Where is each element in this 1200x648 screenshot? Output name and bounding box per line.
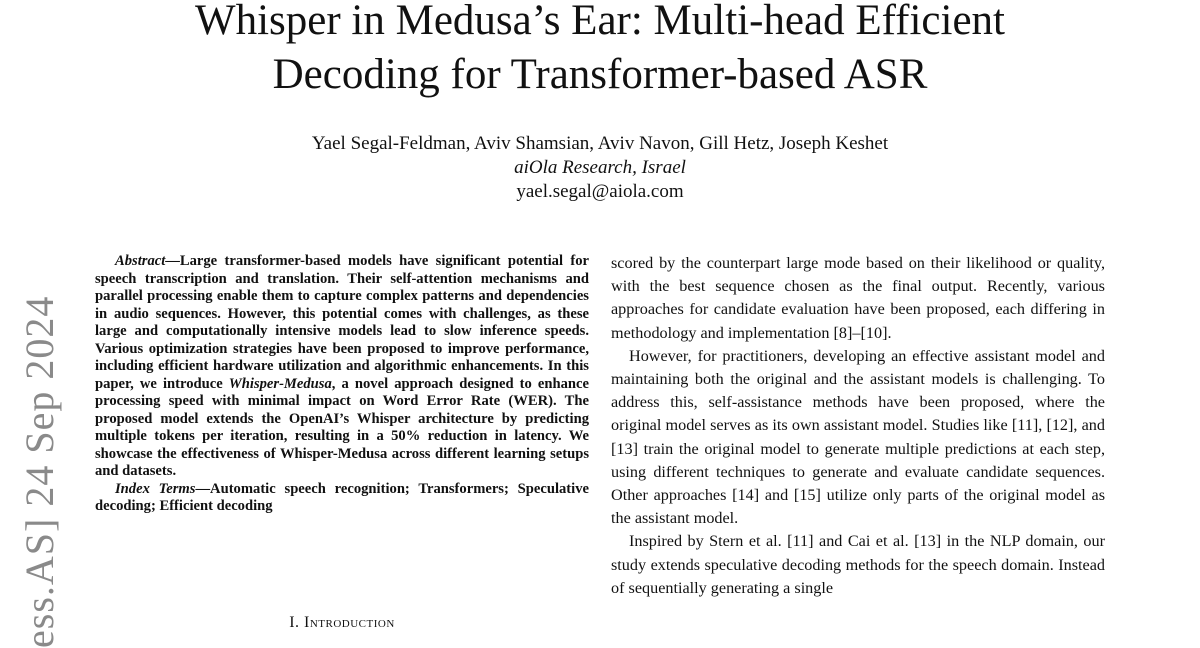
body-paragraph-3: Inspired by Stern et al. [11] and Cai et al. [13] in the NLP domain, our study extends speculative decoding methods for the speech domain. Instead of sequentially generating a single [611, 532, 1105, 597]
arxiv-side-stamp: ess.AS] 24 Sep 2024 [17, 295, 62, 648]
abstract-emphasis: Whisper-Medusa [228, 375, 332, 392]
right-column [611, 252, 1105, 600]
author-block [0, 132, 1200, 204]
abstract-lead: Abstract [115, 253, 166, 269]
index-terms [95, 481, 589, 516]
section-title: Introduction [304, 614, 395, 631]
abstract-text-part1: —Large transformer-based models have significant potential for speech transcription and translation. Their self-attention mechanisms and parallel processing enable them to capture complex patterns and dependencies in audio sequences. However, this potential comes with challenges, as these large and computationally intensive models lead to slow inference speeds. Various optimization strategies have been proposed to improve performance, including efficient hardware utilization and algorithmic enhancements. In this paper, we introduce [95, 253, 589, 392]
body-paragraph-2: However, for practitioners, developing an effective assistant model and maintaining both the original and the assistant models is challenging. To address this, self-assistance methods have been proposed, where the original model serves as its own assistant model. Studies like [11], [12], and [13] train the original model to generate multiple predictions at each step, using different techniques to generate and evaluate candidate sequences. Other approaches [14] and [15] utilize only parts of the original model as the assistant model. [611, 346, 1105, 528]
section-heading-introduction [95, 613, 589, 633]
paper-title-line-1: Whisper in Medusa’s Ear: Multi-head Efficient [194, 0, 1005, 44]
author-list: Yael Segal-Feldman, Aviv Shamsian, Aviv Navon, Gill Hetz, Joseph Keshet [311, 133, 889, 154]
author-email: yael.segal@aiola.com [516, 181, 684, 202]
paper-title-line-2: Decoding for Transformer-based ASR [272, 51, 928, 98]
index-terms-lead: Index Terms [115, 480, 196, 497]
left-column [95, 253, 589, 516]
index-terms-text: —Automatic speech recognition; Transformers; Speculative decoding; Efficient decoding [95, 480, 589, 514]
abstract-text-part2: , a novel approach designed to enhance processing speed with minimal impact on Word Error Rate (WER). The proposed model extends the OpenAI’s Whisper architecture by predicting multiple tokens per iteration, resulting in a 50% reduction in latency. We showcase the effectiveness of Whisper-Medusa across different learning setups and datasets. [95, 375, 589, 479]
section-number: I. [289, 614, 300, 631]
affiliation: aiOla Research, Israel [514, 157, 686, 178]
body-paragraph-1: scored by the counterpart large mode based on their likelihood or quality, with the best sequence chosen as the final output. Recently, various approaches for candidate evaluation have been proposed, each differing in methodology and implementation [8]–[10]. [611, 254, 1105, 342]
abstract [95, 253, 589, 481]
